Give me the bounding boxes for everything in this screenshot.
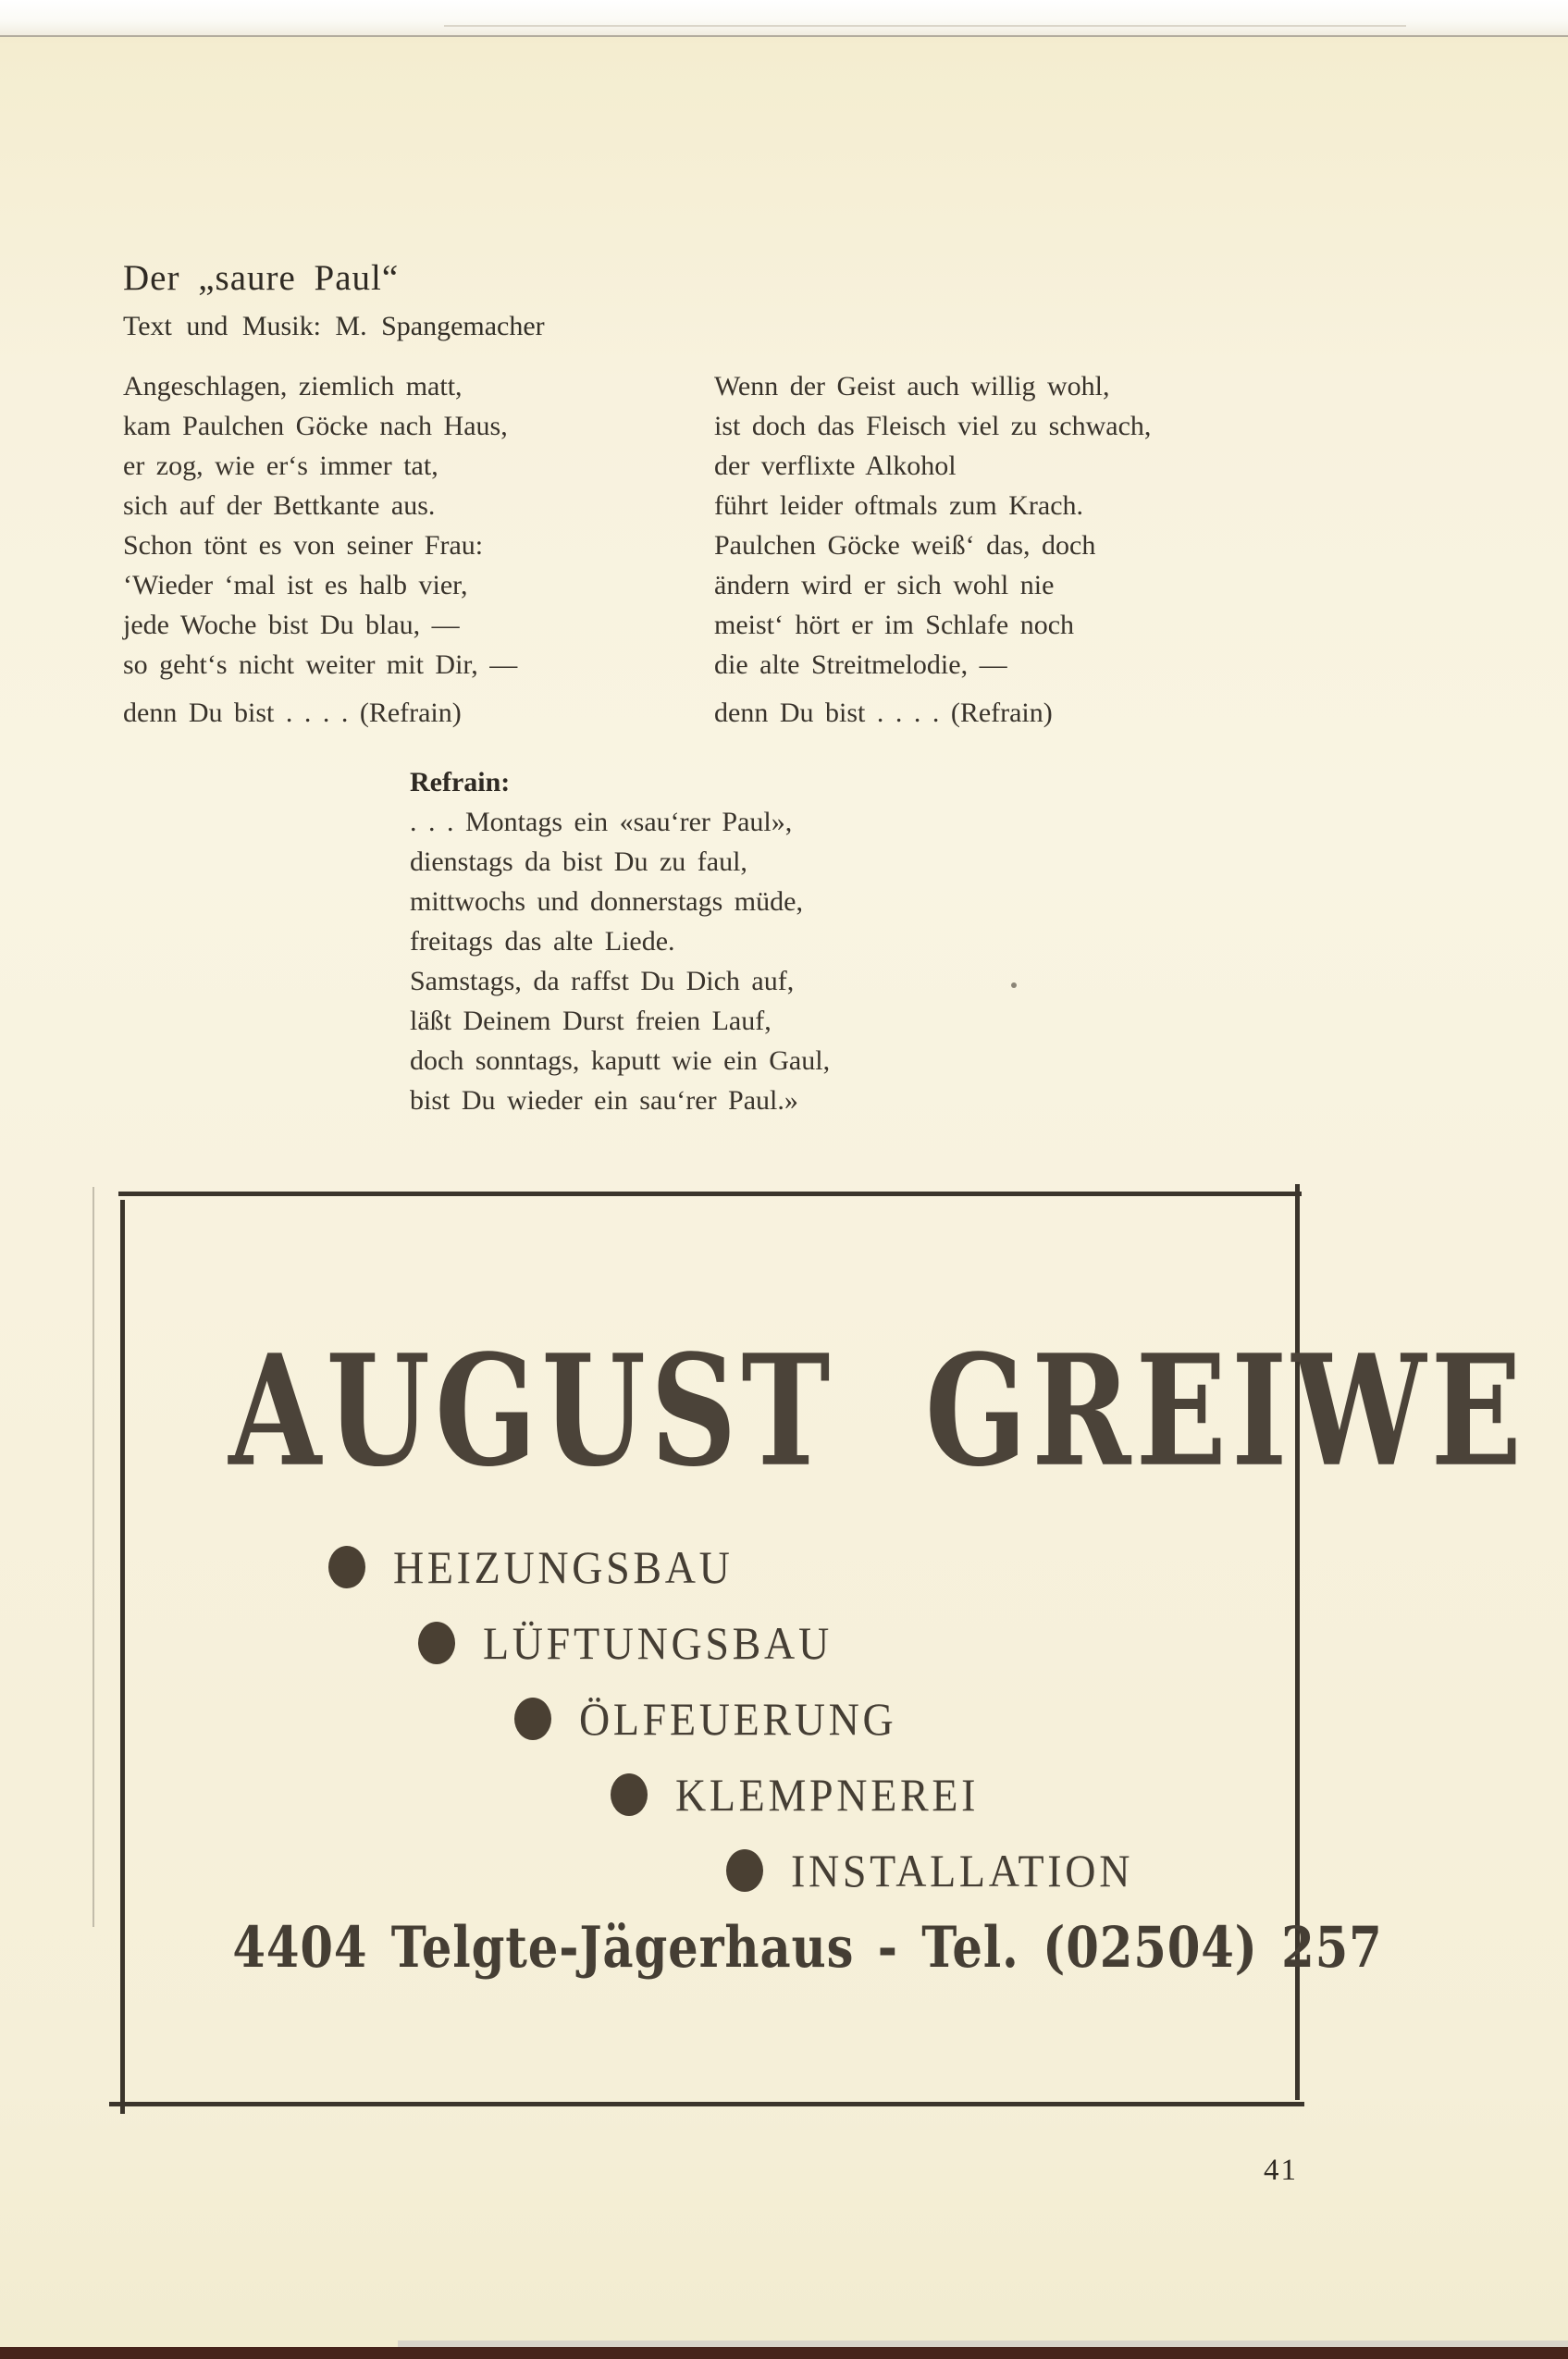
refrain-line: Samstags, da raffst Du Dich auf, bbox=[410, 966, 795, 996]
ad-border-bottom bbox=[109, 2102, 1304, 2106]
bullet-icon bbox=[611, 1773, 648, 1816]
refrain-line: mittwochs und donnerstags müde, bbox=[410, 886, 803, 917]
ad-address: 4404 Telgte-Jägerhaus - Tel. (02504) 257 bbox=[232, 1915, 1383, 1981]
refrain-heading: Refrain: bbox=[410, 767, 511, 797]
song-title: Der „saure Paul“ bbox=[123, 258, 400, 298]
verse-line: ‘Wieder ‘mal ist es halb vier, bbox=[123, 570, 468, 600]
service-item bbox=[611, 1771, 1006, 1819]
verse-column-left bbox=[123, 366, 517, 733]
service-label: HEIZUNGSBAU bbox=[393, 1541, 734, 1593]
ad-border-top bbox=[118, 1192, 1302, 1196]
verse-line: kam Paulchen Göcke nach Haus, bbox=[123, 411, 508, 441]
refrain-line: doch sonntags, kaputt wie ein Gaul, bbox=[410, 1045, 831, 1076]
service-label: LÜFTUNGSBAU bbox=[483, 1617, 833, 1669]
bullet-icon bbox=[418, 1622, 455, 1664]
refrain-line: läßt Deinem Durst freien Lauf, bbox=[410, 1006, 772, 1036]
service-label: KLEMPNEREI bbox=[675, 1769, 980, 1821]
verse-line: so geht‘s nicht weiter mit Dir, — bbox=[123, 649, 518, 680]
refrain-block bbox=[410, 762, 830, 1120]
ad-address-wrap bbox=[123, 1915, 1383, 1981]
verse-line: meist‘ hört er im Schlafe noch bbox=[714, 610, 1075, 640]
verse-line: Paulchen Göcke weiß‘ das, doch bbox=[714, 530, 1096, 561]
verse-line: der verflixte Alkohol bbox=[714, 451, 957, 481]
verse-line: jede Woche bist Du blau, — bbox=[123, 610, 460, 640]
refrain-line: freitags das alte Liede. bbox=[410, 926, 675, 957]
paper-speck bbox=[1011, 982, 1017, 988]
page-number: 41 bbox=[1264, 2154, 1298, 2187]
verse-line: denn Du bist . . . . (Refrain) bbox=[123, 698, 462, 728]
refrain-line: bist Du wieder ein sau‘rer Paul.» bbox=[410, 1085, 798, 1116]
verse-column-right bbox=[714, 366, 1151, 733]
verse-line: sich auf der Bettkante aus. bbox=[123, 490, 436, 521]
refrain-line: . . . Montags ein «sau‘rer Paul», bbox=[410, 807, 793, 837]
service-item bbox=[726, 1846, 1163, 1895]
service-label: ÖLFEUERUNG bbox=[579, 1693, 897, 1745]
ad-headline-wrap bbox=[123, 1321, 1527, 1501]
refrain-line: dienstags da bist Du zu faul, bbox=[410, 846, 747, 877]
song-credit: Text und Musik: M. Spangemacher bbox=[123, 311, 545, 341]
verse-line: ist doch das Fleisch viel zu schwach, bbox=[714, 411, 1152, 441]
verse-line: Schon tönt es von seiner Frau: bbox=[123, 530, 484, 561]
bullet-icon bbox=[514, 1698, 551, 1740]
verse-line: ändern wird er sich wohl nie bbox=[714, 570, 1055, 600]
scan-bottom-edge bbox=[0, 2347, 1568, 2359]
scan-top-edge bbox=[0, 0, 1568, 37]
service-item bbox=[418, 1619, 863, 1667]
ad-company-name: AUGUST GREIWE bbox=[228, 1321, 1527, 1501]
verse-line: führt leider oftmals zum Krach. bbox=[714, 490, 1084, 521]
service-item bbox=[328, 1543, 763, 1591]
verse-line: die alte Streitmelodie, — bbox=[714, 649, 1007, 680]
verse-line: Angeschlagen, ziemlich matt, bbox=[123, 371, 463, 401]
verse-line: denn Du bist . . . . (Refrain) bbox=[714, 698, 1053, 728]
scan-bottom-sliver bbox=[398, 2340, 1568, 2347]
bullet-icon bbox=[726, 1849, 763, 1892]
service-item bbox=[514, 1695, 924, 1743]
scan-top-hairline bbox=[444, 25, 1406, 27]
bullet-icon bbox=[328, 1546, 365, 1588]
service-label: INSTALLATION bbox=[791, 1845, 1134, 1896]
verse-line: er zog, wie er‘s immer tat, bbox=[123, 451, 438, 481]
scan-left-edge-line bbox=[93, 1187, 94, 1927]
verse-line: Wenn der Geist auch willig wohl, bbox=[714, 371, 1110, 401]
